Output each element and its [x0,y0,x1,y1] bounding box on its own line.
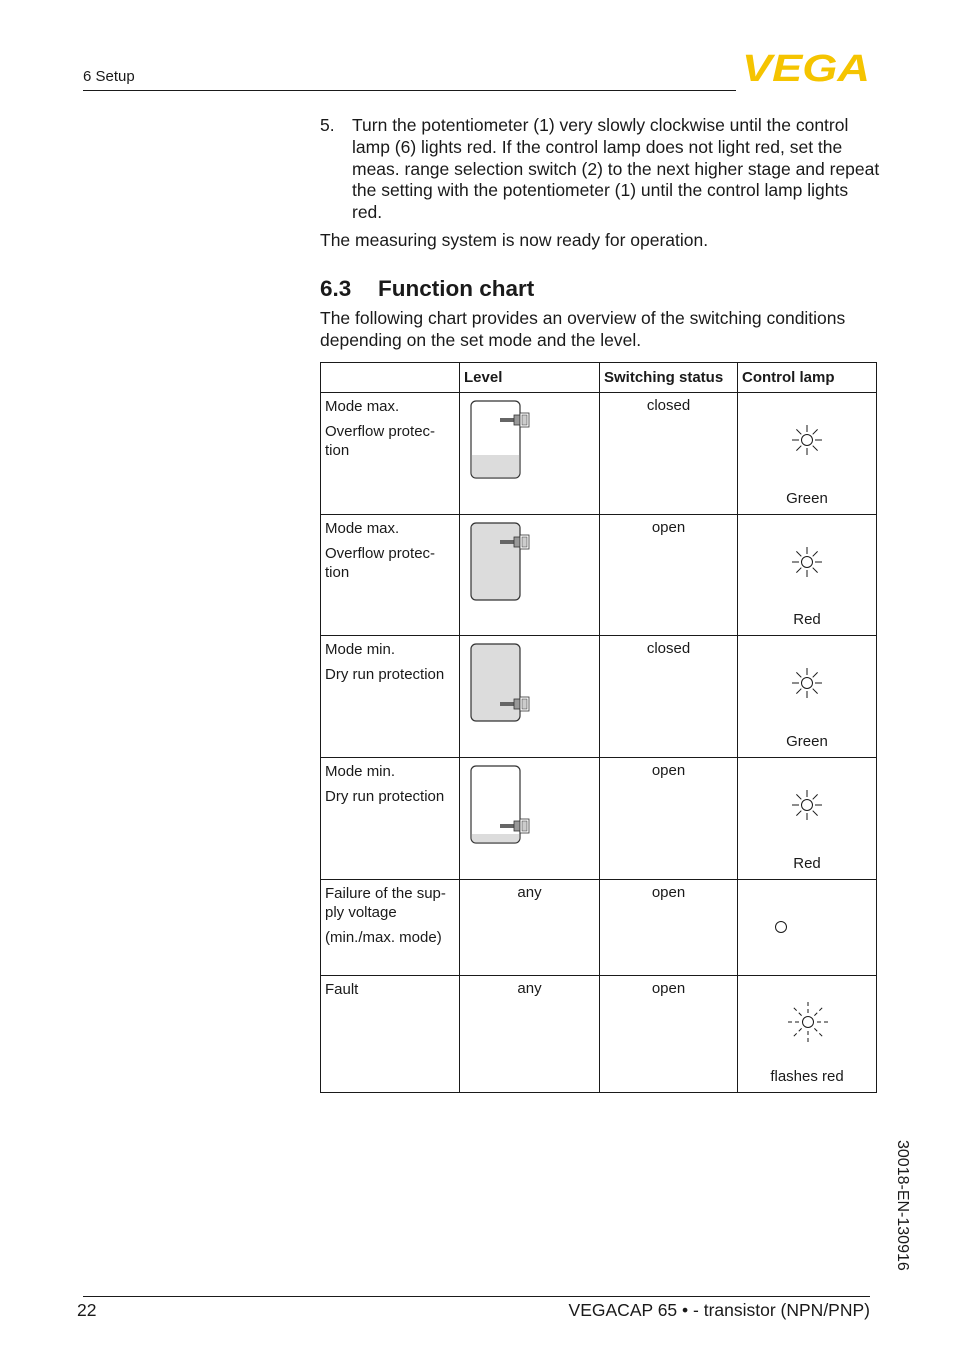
mode-cell [321,758,460,880]
header-level: Level [460,363,600,393]
footer-rule [83,1296,870,1297]
mode-cell [321,636,460,758]
table-row [321,515,877,636]
mode-label: Fault [325,981,359,998]
control-lamp-cell [738,393,877,515]
table-row [321,393,877,515]
mode-cell [321,976,460,1093]
function-chart-table [320,362,877,1093]
table-header-row [321,363,877,393]
step-text: Turn the potentiometer (1) very slowly clockwise until the control lamp (6) lights red. If the control lamp does not light red, set the meas. range selection switch (2) to the next higher stage and repeat the setting with the potentiometer (1) until the control lamp lights red. [352,115,880,223]
document-id: 30018-EN-130916 [894,1140,911,1271]
switching-status-cell: open [600,976,738,1093]
switching-status-cell: open [600,880,738,976]
tank-low-level-icon [460,393,599,510]
table-row [321,636,877,758]
switching-status-cell: closed [600,636,738,758]
mode-label: Mode min. [325,763,396,780]
control-lamp-cell [738,515,877,636]
tank-low-level-icon [460,758,599,875]
lamp-flashing-icon [784,998,832,1046]
lamp-label: Green [786,490,828,507]
tank-high-level-icon [460,636,599,753]
mode-label: Mode min. [325,641,396,658]
header-empty [321,363,460,393]
lamp-label: Green [786,733,828,750]
mode-description: Dry run protection [325,666,445,683]
lamp-label: Red [793,611,821,628]
level-cell [460,758,600,880]
product-name: VEGACAP 65 • - transistor (NPN/PNP) [568,1300,870,1320]
mode-cell [321,393,460,515]
lamp-on-icon [790,545,824,579]
lamp-label: Red [793,855,821,872]
tank-high-level-icon [460,515,599,631]
header-rule [83,90,736,91]
mode-description: (min./max. mode) [325,929,442,946]
intro-paragraph: The following chart provides an overview of the switching conditions depending on the set mode and the level. [320,308,846,350]
section-number: 6.3 [320,276,352,301]
control-lamp-cell [738,636,877,758]
control-lamp-cell [738,976,877,1093]
header-section-label: 6 Setup [83,68,135,85]
lamp-label: flashes red [770,1068,844,1085]
table-row [321,976,877,1093]
mode-cell [321,515,460,636]
control-lamp-cell [738,880,877,976]
lamp-on-icon [790,666,824,700]
switching-status-cell: open [600,758,738,880]
mode-cell [321,880,460,976]
header-control-lamp: Control lamp [738,363,877,393]
ready-text: The measuring system is now ready for operation. [320,230,709,250]
switching-status-cell: closed [600,393,738,515]
mode-description: Overflow protec-tion [325,545,436,581]
control-lamp-cell [738,758,877,880]
header-switching-status: Switching status [600,363,738,393]
table-row [321,880,877,976]
mode-description: Dry run protection [325,788,445,805]
vega-logo [742,52,872,87]
level-cell: any [460,976,600,1093]
level-cell: any [460,880,600,976]
mode-label: Failure of the sup-ply voltage [325,885,446,921]
section-title: Function chart [378,276,535,301]
level-cell [460,393,600,515]
lamp-on-icon [790,423,824,457]
mode-description: Overflow protec-tion [325,423,436,459]
lamp-off-icon [774,920,788,934]
svg-text:VEGA: VEGA [742,52,870,82]
section-heading [320,276,535,302]
level-cell [460,636,600,758]
mode-label: Mode max. [325,520,400,537]
lamp-on-icon [790,788,824,822]
step-number: 5. [320,115,335,135]
table-row [321,758,877,880]
level-cell [460,515,600,636]
page-number: 22 [77,1300,97,1320]
switching-status-cell: open [600,515,738,636]
mode-label: Mode max. [325,398,400,415]
